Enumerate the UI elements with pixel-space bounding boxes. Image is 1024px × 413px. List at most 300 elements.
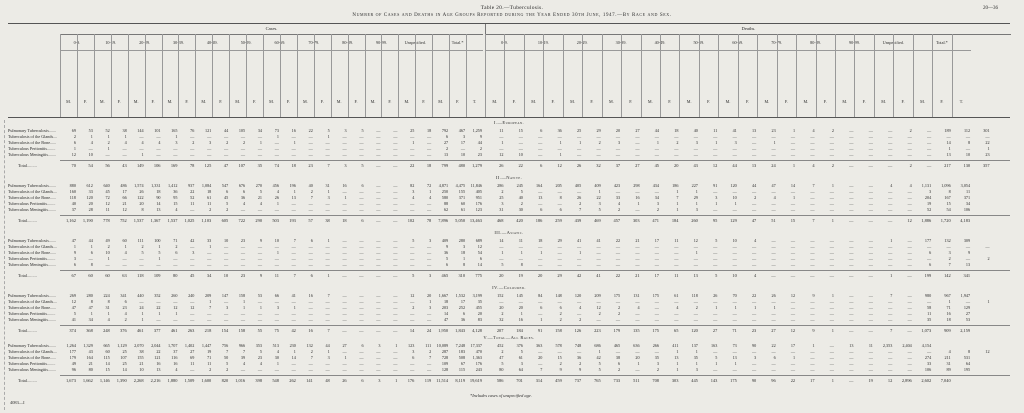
- table-cell: 1: [327, 189, 330, 194]
- table-cell: 145: [516, 293, 523, 298]
- total-cell: —: [392, 218, 398, 223]
- total-cell: 217: [944, 163, 951, 168]
- table-cell: 1: [90, 134, 93, 139]
- total-cell: —: [376, 273, 381, 278]
- table-cell: 1: [695, 201, 698, 206]
- table-cell: 5: [226, 361, 229, 366]
- table-cell: 2: [754, 195, 757, 200]
- table-cell: 3: [656, 201, 659, 206]
- total-cell: 154: [221, 328, 229, 333]
- deaths-age-group-header: 80-89.: [796, 36, 835, 51]
- total-cell: 5,050: [455, 218, 466, 223]
- table-cell: 4: [276, 189, 279, 194]
- table-cell: 2: [501, 189, 504, 194]
- table-cell: —: [927, 349, 932, 354]
- total-cell: 54: [88, 163, 93, 168]
- total-cell: 22: [615, 273, 621, 278]
- table-cell: 21: [257, 195, 263, 200]
- section-title: I.—European.: [493, 120, 525, 125]
- table-cell: —: [376, 201, 381, 206]
- table-cell: —: [105, 262, 110, 267]
- column-divider: [365, 34, 366, 117]
- deaths-sex-header: M.: [920, 99, 925, 104]
- table-cell: —: [868, 140, 873, 145]
- table-cell: 280: [458, 238, 466, 243]
- table-cell: —: [291, 244, 296, 249]
- column-divider: [524, 34, 525, 117]
- table-cell: —: [359, 152, 364, 157]
- table-cell: —: [829, 134, 834, 139]
- table-cell: —: [771, 317, 776, 322]
- table-cell: —: [790, 349, 796, 354]
- table-cell: 177: [69, 349, 76, 354]
- table-cell: 7: [890, 293, 893, 298]
- table-cell: 76: [190, 128, 195, 133]
- deaths-sex-header: F.: [940, 99, 944, 104]
- column-divider: [60, 34, 61, 117]
- table-cell: 148: [555, 293, 562, 298]
- table-cell: 84: [538, 293, 543, 298]
- table-cell: 17: [122, 189, 127, 194]
- table-cell: 6: [773, 355, 776, 360]
- table-cell: 1: [141, 317, 144, 322]
- table-cell: 66: [274, 293, 279, 298]
- table-cell: —: [868, 134, 873, 139]
- total-row: [8, 328, 1010, 333]
- table-cell: —: [615, 146, 621, 151]
- table-cell: —: [342, 256, 347, 261]
- total-cell: 1,880: [167, 378, 178, 383]
- table-cell: 53: [88, 128, 93, 133]
- table-cell: —: [410, 317, 415, 322]
- table-cell: —: [577, 152, 582, 157]
- table-cell: —: [410, 299, 415, 304]
- total-cell: 262: [289, 378, 296, 383]
- table-cell: —: [790, 311, 796, 316]
- table-cell: —: [810, 207, 815, 212]
- total-cell: 109: [153, 273, 161, 278]
- table-cell: 38: [139, 349, 144, 354]
- table-cell: —: [810, 201, 815, 206]
- table-cell: —: [829, 305, 834, 310]
- table-cell: 12: [477, 244, 482, 249]
- table-cell: —: [376, 195, 381, 200]
- table-cell: 12: [985, 349, 990, 354]
- table-cell: 4: [243, 201, 246, 206]
- column-divider: [854, 34, 855, 117]
- total-cell: 368: [86, 328, 93, 333]
- table-cell: 1: [327, 134, 330, 139]
- table-cell: —: [223, 244, 229, 249]
- table-cell: —: [376, 146, 381, 151]
- table-cell: 2: [579, 361, 582, 366]
- row-label: Tuberculosis of the Bone......: [8, 355, 57, 360]
- table-cell: —: [393, 195, 398, 200]
- deaths-sex-header: F.: [862, 99, 866, 104]
- table-cell: —: [376, 256, 381, 261]
- total-cell: 11: [674, 273, 679, 278]
- total-cell: 26: [576, 163, 582, 168]
- table-cell: —: [393, 250, 398, 255]
- column-divider: [331, 34, 332, 117]
- table-cell: 12: [190, 305, 195, 310]
- total-cell: 2,268: [133, 378, 144, 383]
- table-cell: 4: [579, 305, 582, 310]
- total-cell: 7: [890, 328, 893, 333]
- deaths-age-group-header: 90-99.: [835, 36, 874, 51]
- total-cell: 135: [632, 328, 640, 333]
- table-cell: 111: [425, 343, 432, 348]
- table-cell: 16: [173, 361, 178, 366]
- table-cell: 18: [674, 128, 679, 133]
- total-cell: 1,016: [235, 378, 246, 383]
- table-cell: 7: [429, 355, 432, 360]
- table-cell: —: [291, 361, 296, 366]
- table-cell: —: [190, 244, 195, 249]
- table-cell: —: [868, 238, 873, 243]
- table-cell: —: [240, 146, 246, 151]
- table-cell: 1,331: [151, 183, 161, 188]
- table-cell: —: [849, 349, 854, 354]
- total-cell: 4,128: [472, 328, 482, 333]
- table-cell: 26: [713, 293, 718, 298]
- table-cell: 61: [207, 195, 212, 200]
- table-cell: —: [223, 256, 229, 261]
- deaths-sex-header: M.: [570, 99, 575, 104]
- table-cell: 40: [71, 201, 76, 206]
- total-cell: 2,216: [150, 378, 161, 383]
- table-cell: 9: [446, 244, 449, 249]
- total-cell: 357: [982, 163, 990, 168]
- table-cell: 36: [173, 189, 178, 194]
- table-cell: 2: [579, 317, 582, 322]
- table-cell: 1: [987, 146, 990, 151]
- table-cell: 6: [540, 207, 543, 212]
- cases-sex-header: F.: [388, 99, 392, 104]
- table-cell: —: [732, 250, 737, 255]
- table-cell: —: [308, 201, 313, 206]
- table-cell: —: [888, 195, 893, 200]
- table-cell: —: [577, 134, 582, 139]
- table-cell: —: [771, 349, 776, 354]
- table-cell: 1: [293, 189, 296, 194]
- total-cell: 398: [255, 378, 263, 383]
- column-divider: [145, 34, 146, 117]
- total-cell: 586: [496, 378, 504, 383]
- table-cell: 6: [479, 256, 482, 261]
- table-cell: —: [868, 305, 873, 310]
- total-cell: 1: [831, 378, 834, 383]
- table-cell: 16: [342, 183, 347, 188]
- table-cell: 5: [501, 361, 504, 366]
- table-cell: 25: [122, 361, 127, 366]
- table-cell: 1: [90, 244, 93, 249]
- table-cell: —: [790, 146, 796, 151]
- deaths-age-group-header: 30-39.: [602, 36, 641, 51]
- total-cell: 186: [535, 218, 543, 223]
- table-cell: 486: [120, 183, 127, 188]
- table-cell: 61: [460, 207, 466, 212]
- cases-sex-header: M.: [302, 99, 308, 104]
- table-cell: 10: [223, 238, 229, 243]
- table-cell: 3: [412, 189, 415, 194]
- total-cell: 6: [310, 273, 313, 278]
- total-cell: 778: [103, 218, 110, 223]
- total-cell: 290: [255, 218, 263, 223]
- total-cell: 19: [518, 273, 523, 278]
- table-cell: —: [654, 250, 659, 255]
- table-cell: 341: [120, 293, 127, 298]
- table-cell: 7: [812, 183, 815, 188]
- total-cell: 141: [306, 378, 313, 383]
- table-cell: 2: [520, 201, 523, 206]
- table-cell: —: [257, 311, 263, 316]
- table-cell: 1: [175, 134, 178, 139]
- table-cell: 164: [536, 183, 543, 188]
- total-cell: 149: [136, 163, 144, 168]
- total-cell: —: [392, 273, 398, 278]
- table-cell: 13: [946, 152, 951, 157]
- table-cell: —: [557, 250, 562, 255]
- table-cell: 23: [122, 305, 127, 310]
- table-cell: —: [985, 244, 990, 249]
- table-cell: —: [376, 317, 381, 322]
- total-cell: 7: [293, 273, 296, 278]
- total-cell: 13,463: [469, 218, 482, 223]
- table-cell: —: [790, 207, 796, 212]
- table-cell: 41: [732, 128, 737, 133]
- table-cell: 71: [946, 305, 951, 310]
- table-cell: 3: [618, 140, 621, 145]
- column-divider: [777, 34, 778, 117]
- table-cell: 26: [139, 189, 144, 194]
- total-cell: 24: [771, 163, 776, 168]
- section-title: III.—Asiatic.: [494, 230, 524, 235]
- total-cell: 2,896: [901, 378, 912, 383]
- table-cell: —: [693, 299, 698, 304]
- table-cell: 1: [73, 244, 76, 249]
- table-cell: —: [790, 305, 796, 310]
- table-cell: 21: [635, 238, 640, 243]
- table-cell: 1,329: [83, 343, 93, 348]
- table-cell: —: [518, 299, 523, 304]
- table-cell: —: [359, 244, 364, 249]
- table-cell: —: [240, 262, 246, 267]
- table-cell: 2: [618, 367, 621, 372]
- table-cell: —: [790, 238, 796, 243]
- table-cell: 18: [946, 317, 951, 322]
- table-cell: —: [810, 305, 815, 310]
- table-cell: 4: [637, 305, 640, 310]
- table-cell: 1,402: [184, 343, 195, 348]
- table-cell: —: [291, 311, 296, 316]
- table-cell: 11: [713, 128, 718, 133]
- table-cell: —: [325, 256, 330, 261]
- table-cell: —: [240, 250, 246, 255]
- table-cell: —: [771, 262, 776, 267]
- total-cell: 14: [409, 328, 415, 333]
- table-cell: —: [635, 256, 640, 261]
- table-cell: 230: [289, 343, 296, 348]
- table-cell: 165: [171, 128, 178, 133]
- table-cell: 612: [86, 183, 93, 188]
- cases-sex-header: F.: [456, 99, 460, 104]
- table-cell: 11: [105, 207, 110, 212]
- table-cell: 12: [173, 305, 178, 310]
- table-cell: —: [274, 367, 279, 372]
- table-cell: —: [752, 201, 757, 206]
- total-rule: [60, 270, 1010, 271]
- table-cell: —: [693, 317, 698, 322]
- table-cell: 5: [446, 256, 449, 261]
- table-cell: 13: [291, 195, 296, 200]
- table-cell: 5: [259, 349, 263, 354]
- table-cell: —: [713, 299, 718, 304]
- table-cell: 280: [86, 293, 93, 298]
- table-cell: 3: [209, 140, 212, 145]
- table-cell: 3: [192, 250, 195, 255]
- table-cell: 24: [139, 305, 144, 310]
- total-cell: 775: [475, 273, 482, 278]
- table-cell: —: [274, 207, 279, 212]
- table-cell: —: [223, 250, 229, 255]
- table-cell: 1: [158, 244, 161, 249]
- section-4: [8, 285, 1010, 337]
- footnote: *Includes cases of unspecified age.: [470, 393, 532, 398]
- table-cell: 189: [944, 128, 951, 133]
- table-cell: —: [849, 293, 854, 298]
- table-cell: —: [393, 317, 398, 322]
- table-cell: 9: [968, 250, 971, 255]
- table-cell: —: [635, 349, 640, 354]
- table-cell: —: [752, 299, 757, 304]
- table-cell: —: [713, 349, 718, 354]
- table-cell: 5: [327, 128, 330, 133]
- table-cell: 3,199: [472, 293, 482, 298]
- table-cell: 3: [378, 343, 381, 348]
- table-cell: —: [499, 146, 504, 151]
- table-cell: 7: [310, 355, 313, 360]
- table-cell: 167: [944, 195, 951, 200]
- table-cell: —: [771, 238, 776, 243]
- table-cell: 18: [427, 128, 432, 133]
- table-cell: 82: [410, 183, 415, 188]
- table-cell: 8: [90, 262, 93, 267]
- table-cell: —: [257, 250, 263, 255]
- total-cell: 1: [792, 163, 796, 168]
- table-cell: —: [596, 134, 601, 139]
- table-cell: —: [308, 305, 313, 310]
- row-label: Pulmonary Tuberculosis.......: [8, 343, 57, 348]
- table-cell: —: [257, 256, 263, 261]
- column-divider: [398, 34, 399, 117]
- table-cell: 16: [518, 317, 523, 322]
- table-cell: —: [427, 201, 432, 206]
- table-cell: —: [771, 152, 776, 157]
- table-cell: 10: [732, 195, 737, 200]
- table-cell: —: [376, 244, 381, 249]
- total-cell: 471: [652, 218, 659, 223]
- table-cell: 11: [966, 189, 971, 194]
- table-cell: —: [654, 244, 659, 249]
- table-cell: —: [427, 152, 432, 157]
- table-cell: 1: [209, 244, 212, 249]
- table-cell: —: [274, 262, 279, 267]
- table-cell: —: [557, 244, 562, 249]
- table-cell: 45: [105, 189, 110, 194]
- table-cell: 36: [460, 317, 466, 322]
- table-cell: 1: [559, 152, 562, 157]
- table-cell: —: [190, 134, 195, 139]
- total-cell: 41: [596, 273, 601, 278]
- total-cell: 1: [395, 378, 398, 383]
- total-cell: 2: [831, 163, 834, 168]
- table-cell: —: [829, 256, 834, 261]
- table-cell: —: [693, 134, 698, 139]
- table-cell: —: [557, 189, 562, 194]
- table-cell: 62: [443, 207, 449, 212]
- row-label: Tuberculous Meningitis........: [8, 367, 57, 372]
- cases-sex-header: M.: [66, 99, 71, 104]
- table-cell: —: [156, 146, 161, 151]
- table-cell: 20: [518, 305, 523, 310]
- table-cell: 115: [458, 367, 466, 372]
- table-cell: —: [257, 317, 263, 322]
- total-row: [8, 378, 1010, 383]
- table-cell: —: [499, 244, 504, 249]
- table-cell: —: [829, 262, 834, 267]
- table-cell: —: [927, 140, 932, 145]
- table-cell: —: [240, 256, 246, 261]
- table-cell: —: [308, 250, 313, 255]
- table-cell: —: [460, 146, 466, 151]
- table-cell: —: [393, 140, 398, 145]
- row-label: Tuberculous Peritonitis........: [8, 256, 56, 261]
- total-cell: 465: [441, 273, 449, 278]
- total-cell: 67: [71, 273, 76, 278]
- table-cell: 12: [790, 293, 796, 298]
- table-cell: 4,475: [455, 183, 466, 188]
- table-cell: 1: [656, 140, 659, 145]
- total-cell: 143: [710, 378, 718, 383]
- table-cell: —: [427, 244, 432, 249]
- table-cell: 423: [613, 183, 621, 188]
- table-cell: 18: [538, 238, 543, 243]
- table-cell: 18: [460, 250, 466, 255]
- total-cell: 548: [272, 378, 279, 383]
- table-cell: —: [518, 146, 523, 151]
- table-row: [8, 128, 1010, 133]
- row-label: Tuberculosis of the Glands....: [8, 189, 58, 194]
- table-cell: 42: [190, 238, 195, 243]
- table-cell: 27: [190, 349, 195, 354]
- table-cell: —: [557, 349, 562, 354]
- deaths-sex-header: F.: [629, 99, 633, 104]
- table-cell: —: [829, 152, 834, 157]
- total-cell: 445: [691, 378, 698, 383]
- table-cell: 120: [730, 183, 737, 188]
- table-cell: 6: [124, 299, 127, 304]
- table-cell: —: [927, 244, 932, 249]
- table-cell: —: [223, 311, 229, 316]
- table-cell: 14: [790, 183, 796, 188]
- table-cell: 64: [518, 367, 523, 372]
- table-cell: 5: [520, 189, 523, 194]
- total-cell: 60: [105, 273, 110, 278]
- table-cell: 106: [963, 207, 971, 212]
- table-cell: —: [849, 305, 854, 310]
- table-cell: 363: [536, 343, 543, 348]
